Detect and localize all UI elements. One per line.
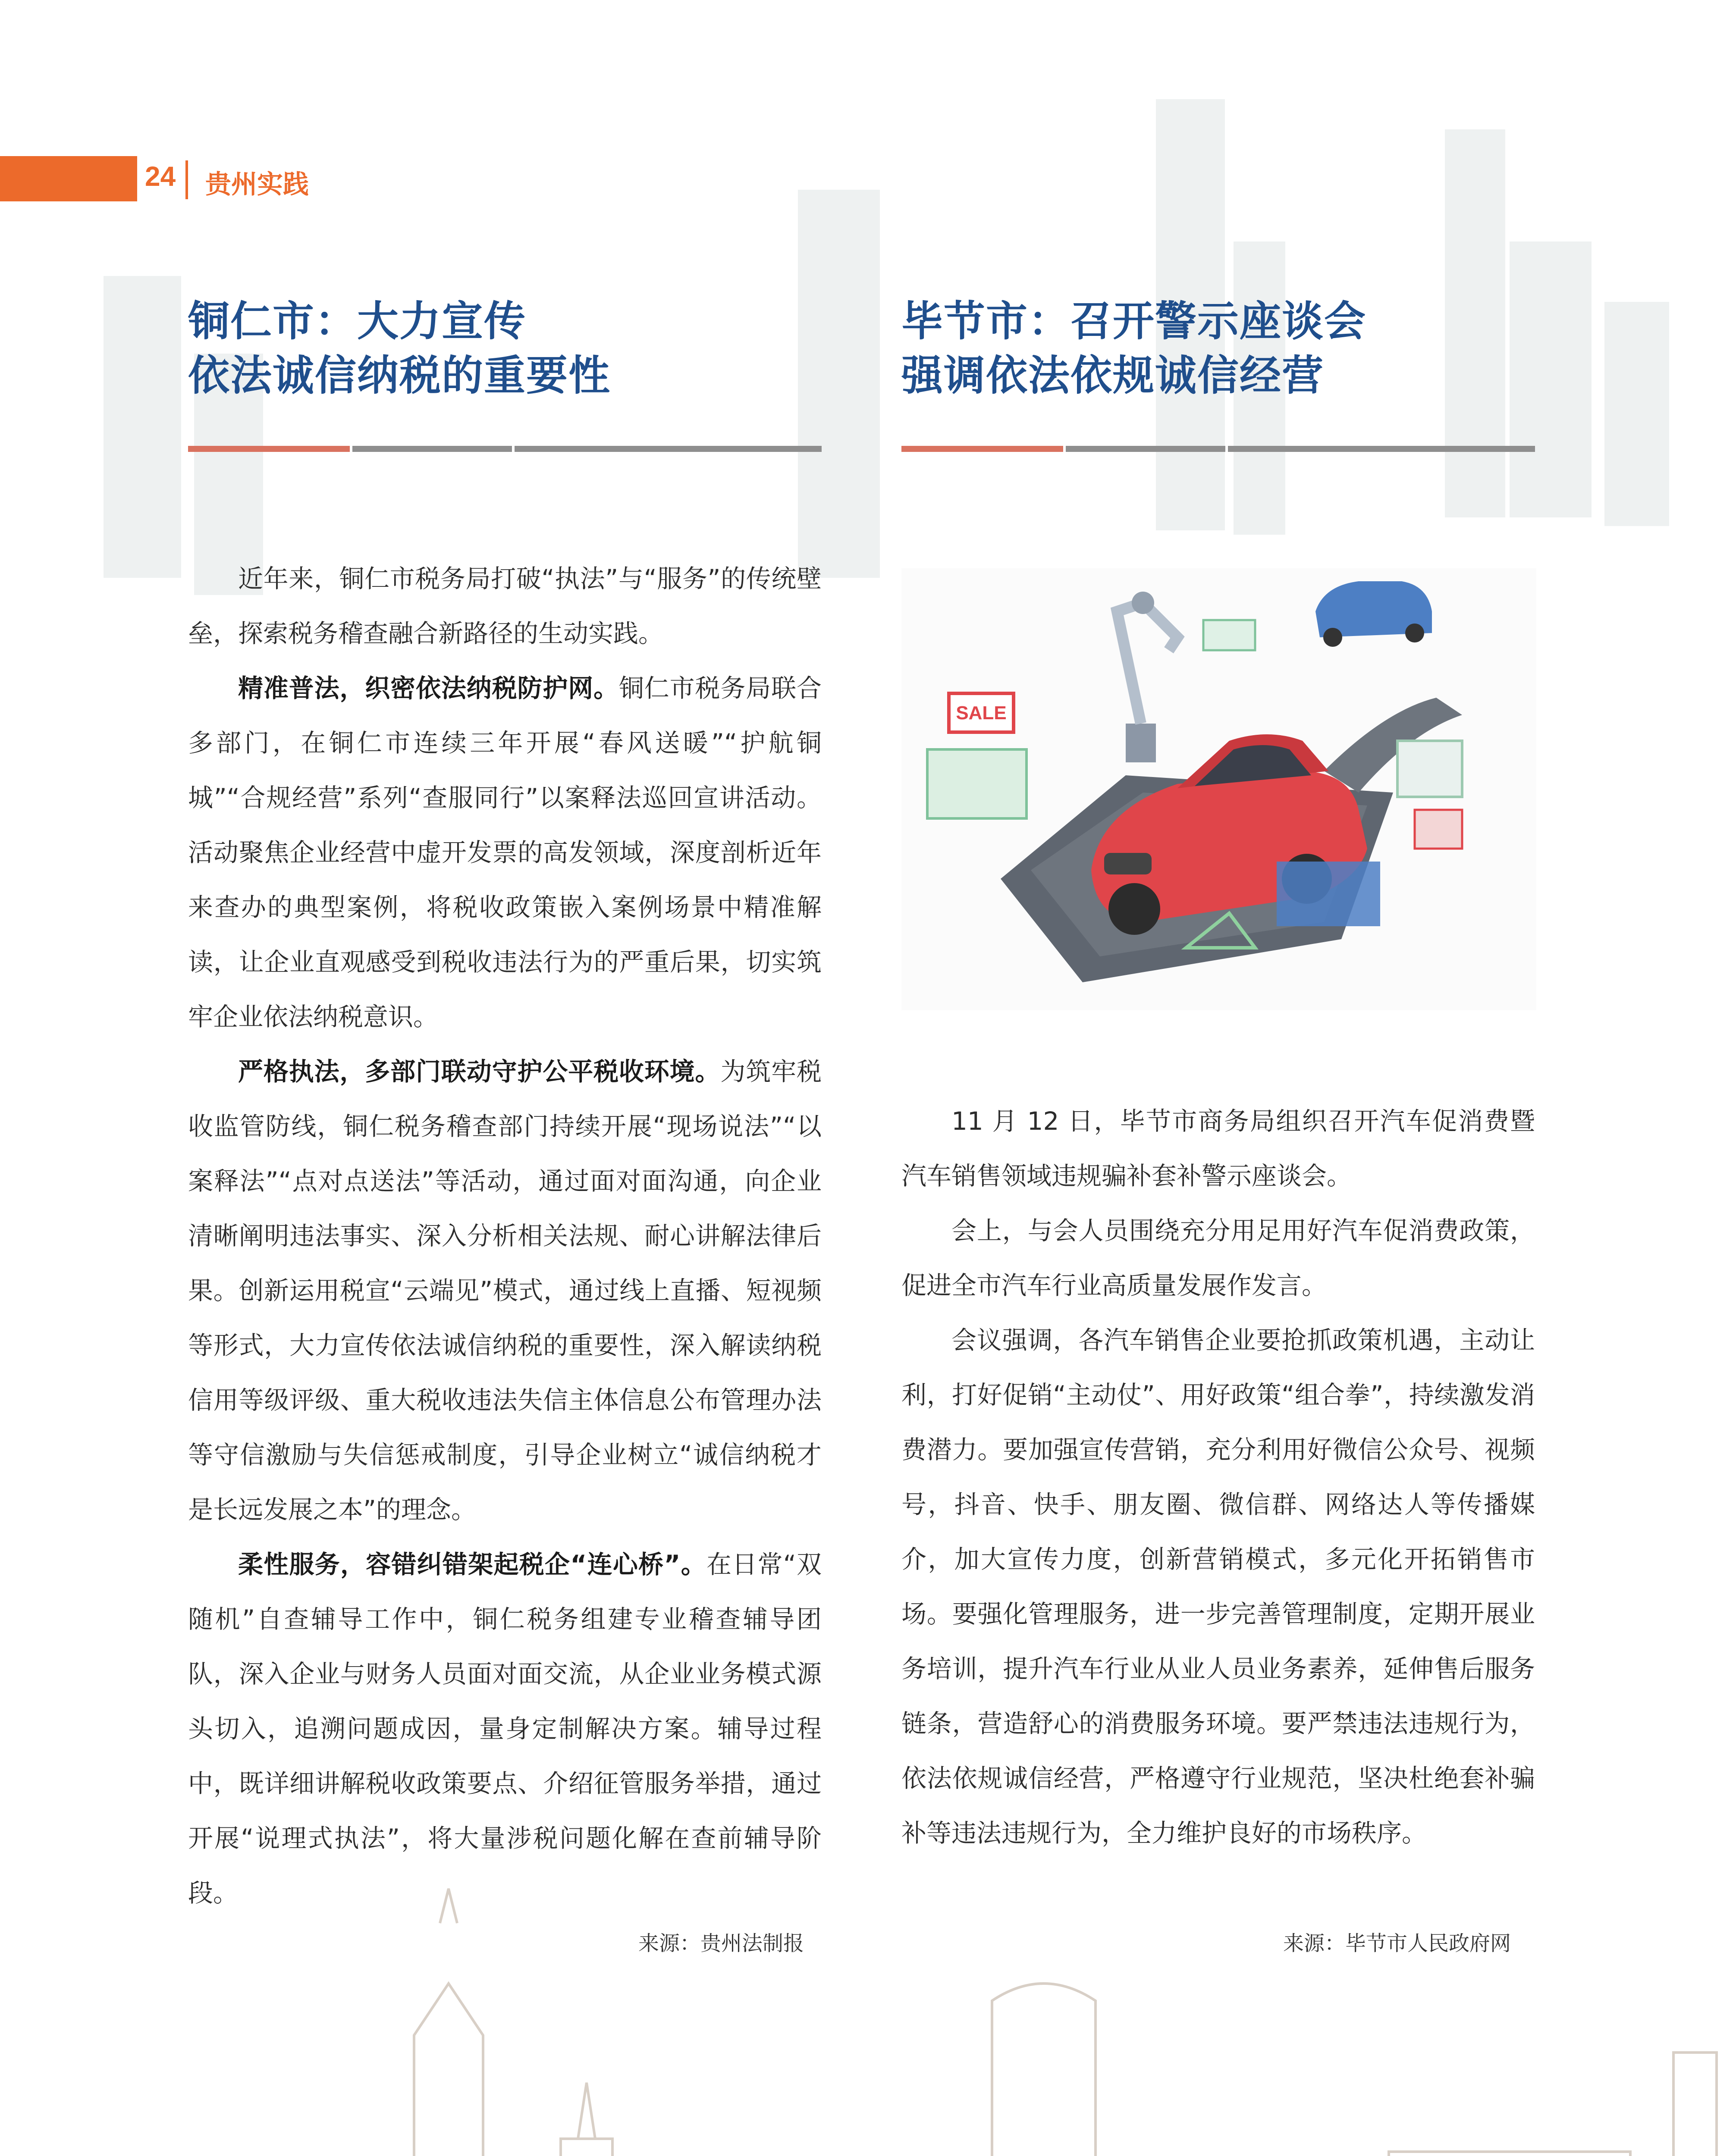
car-sales-illustration	[901, 568, 1536, 1010]
left-p4-body: 在日常“双随机”自查辅导工作中，铜仁税务组建专业稽查辅导团队，深入企业与财务人员面对面交流，从企业业务模式源头切入，追溯问题成因，量身定制解决方案。辅导过程中，既详细讲解税收政策要点、介绍征管服务举措，通过开展“说理式执法”，将大量涉税问题化解在查前辅导阶段。	[188, 1550, 822, 1908]
right-title-line1: 毕节市：召开警示座谈会	[901, 297, 1366, 345]
right-title-line2: 强调依法依规诚信经营	[901, 351, 1324, 400]
blue-car-icon	[1315, 581, 1432, 647]
sale-sign-icon	[949, 693, 1014, 732]
left-article-title	[188, 294, 611, 403]
left-paragraph-2	[188, 661, 822, 1044]
car-illustration-svg	[901, 568, 1536, 1010]
right-title-rule-end	[1228, 446, 1535, 452]
left-paragraph-3	[188, 1044, 822, 1537]
chart-card-icon	[1415, 810, 1462, 849]
left-title-line1: 铜仁市：大力宣传	[188, 297, 526, 345]
left-p2-body: 铜仁市税务局联合多部门，在铜仁市连续三年开展“春风送暖”“护航铜城”“合规经营”系列“查服同行”以案释法巡回宣讲活动。活动聚焦企业经营中虚开发票的高发领域，深度剖析近年来查办的典型案例，将税收政策嵌入案例场景中精准解读，让企业直观感受到税收违法行为的严重后果，切实筑牢企业依法纳税意识。	[188, 674, 822, 1031]
robot-arm-icon	[1117, 592, 1177, 762]
right-paragraph-1: 11 月 12 日，毕节市商务局组织召开汽车促消费暨汽车销售领域违规骗补套补警示座谈会。	[901, 1106, 1535, 1191]
small-card-icon	[1203, 620, 1255, 650]
left-p4-lead: 柔性服务，容错纠错架起税企“连心桥”。	[238, 1550, 706, 1579]
section-title: 贵州实践	[205, 169, 309, 200]
page-number: 24	[145, 161, 176, 192]
left-title-rule-accent	[188, 446, 350, 452]
left-paragraph-4	[188, 1537, 822, 1921]
header-divider	[185, 160, 188, 199]
right-paragraph-3: 会议强调，各汽车销售企业要抢抓政策机遇，主动让利，打好促销“主动仗”、用好政策“组合拳”，持续激发消费潜力。要加强宣传营销，充分利用好微信公众号、视频号，抖音、快手、朋友圈、微信群、网络达人等传播媒介，加大宣传力度，创新营销模式，多元化开拓销售市场。要强化管理服务，进一步完善管理制度，定期开展业务培训，提升汽车行业从业人员业务素养，延伸售后服务链条，营造舒心的消费服务环境。要严禁违法违规行为，依法依规诚信经营，严格遵守行业规范，坚决杜绝套补骗补等违法违规行为，全力维护良好的市场秩序。	[901, 1326, 1535, 1848]
sale-sign-text: SALE	[956, 702, 1007, 724]
left-title-rule-mid	[352, 446, 512, 452]
blueprint-card-icon	[1277, 862, 1380, 926]
left-p2-lead: 精准普法，织密依法纳税防护网。	[238, 674, 619, 703]
left-paragraph-1: 近年来，铜仁市税务局打破“执法”与“服务”的传统壁垒，探索税务稽查融合新路径的生动实践。	[188, 564, 822, 648]
left-article-source: 来源：贵州法制报	[638, 1931, 804, 1955]
right-title-rule-accent	[901, 446, 1063, 452]
header-accent-bar	[0, 156, 137, 201]
right-article-source: 来源：毕节市人民政府网	[1283, 1931, 1511, 1955]
left-p3-lead: 严格执法，多部门联动守护公平税收环境。	[238, 1057, 721, 1086]
right-paragraph-2: 会上，与会人员围绕充分用足用好汽车促消费政策，促进全市汽车行业高质量发展作发言。	[901, 1216, 1535, 1300]
map-card-icon	[1397, 741, 1462, 797]
left-title-line2: 依法诚信纳税的重要性	[188, 351, 611, 400]
left-title-rule-end	[515, 446, 822, 452]
photo-card-icon	[927, 749, 1027, 818]
right-article-title	[901, 294, 1366, 403]
right-title-rule-mid	[1066, 446, 1225, 452]
left-p3-body: 为筑牢税收监管防线，铜仁税务稽查部门持续开展“现场说法”“以案释法”“点对点送法”等活动，通过面对面沟通，向企业清晰阐明违法事实、深入分析相关法规、耐心讲解法律后果。创新运用税宣“云端见”模式，通过线上直播、短视频等形式，大力宣传依法诚信纳税的重要性，深入解读纳税信用等级评级、重大税收违法失信主体信息公布管理办法等守信激励与失信惩戒制度，引导企业树立“诚信纳税才是长远发展之本”的理念。	[188, 1057, 822, 1524]
